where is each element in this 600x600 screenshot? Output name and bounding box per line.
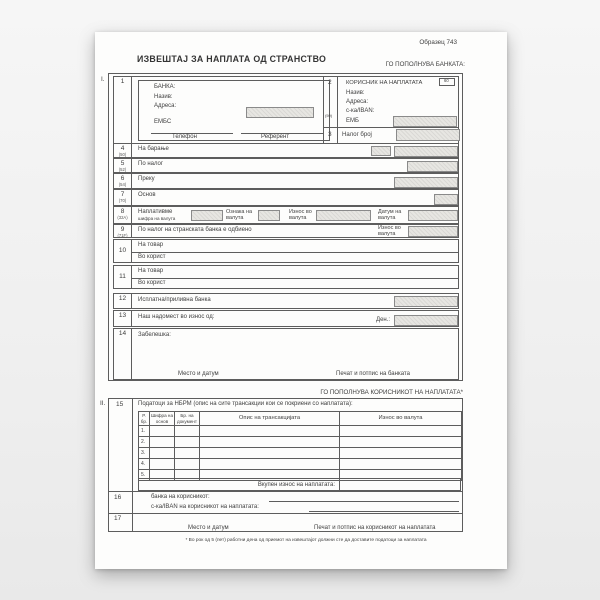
bank-embs-box (246, 107, 314, 118)
value-date-box (408, 210, 458, 221)
row-4 (113, 143, 459, 158)
row14-number: 14 (118, 330, 127, 337)
beneficiary-section-box (108, 398, 463, 532)
referent-label: Референт (261, 134, 290, 140)
on-request-label: На барање (138, 146, 169, 152)
beneficiary-bank-line (269, 501, 459, 502)
beneficiary-iban-label2: с-ка/IBAN на корисникот на наплатата: (151, 504, 259, 510)
row8-number: 8 (120, 208, 125, 215)
foreign-bank-deduction-label: По налог на странската банка е одбиено (138, 227, 252, 233)
our-fee-box (394, 315, 458, 326)
beneficiary-title-label: КОРИСНИК НА НАПЛАТАТА (346, 80, 423, 86)
phone-label: Телефон (172, 134, 197, 140)
amount-currency-box (316, 210, 371, 221)
row5-number: 5 (120, 160, 125, 167)
row6-swift-code: (54) (118, 182, 127, 187)
amount-currency-label: Износ во валута (289, 209, 312, 222)
corner-code: 60 (444, 78, 449, 83)
row3-number: 3 (328, 131, 332, 138)
form-number-stamp: Образец 743 (419, 39, 457, 46)
row-5 (113, 158, 459, 173)
footnote: * Во рок од 5 (пет) работни дена од приемот на извештајот должни сте да доставите податоци за наплатата (185, 538, 427, 543)
row-no-cell: 2. (139, 437, 150, 448)
bank-place-date-label: Место и датум (178, 371, 219, 377)
section-two-margin: II. (100, 400, 106, 407)
bank-embs-label: ЕМБС (154, 119, 172, 125)
row10-number: 10 (118, 247, 127, 254)
row14-number-cell (114, 329, 132, 379)
right-code-column (323, 77, 338, 143)
row17-separator (109, 513, 462, 514)
row8-number-cell (114, 207, 132, 223)
row1-number-cell (114, 77, 132, 143)
row4-number-cell (114, 144, 132, 157)
corner-code-box (439, 78, 455, 86)
via-label: Преку (138, 176, 155, 182)
row9-number-cell (114, 225, 132, 237)
currency-code-sublabel: шифра на валута (138, 216, 176, 221)
row17-number: 17 (114, 515, 122, 522)
beneficiary-place-date-label: Место и датум (188, 525, 229, 531)
paying-bank-label: Исплатна/приливна банка (138, 297, 211, 303)
basis-label: Основ (138, 192, 156, 198)
nbrm-data-label: Податоци за НБРМ (опис на сите трансакции кои се покриени со наплатата): (138, 401, 353, 407)
row3-separator (323, 127, 458, 128)
order-number-box (396, 129, 460, 141)
col-header-basis-code: Шифра на основ (150, 413, 174, 424)
bank-section-note: ГО ПОПОЛНУВА БАНКАТА: (385, 61, 465, 68)
beneficiary-emb-box (393, 116, 457, 127)
row8-swift-code: (32A) (117, 215, 128, 220)
row-13 (113, 310, 459, 327)
basis-box (434, 194, 458, 205)
row-11 (113, 265, 459, 289)
row-9 (113, 224, 459, 238)
row-no-cell: 4. (139, 459, 150, 470)
row2-number: 2 (328, 79, 332, 86)
our-fee-label: Наш надомест во износ од: (138, 314, 215, 320)
row11-debit-label: На товар (138, 268, 164, 274)
total-amount-label: Вкупен износ на наплатата: (257, 482, 335, 488)
beneficiary-iban-label: с-ка/IBAN: (346, 108, 375, 114)
beneficiary-emb-label: ЕМБ (346, 118, 359, 124)
row11-number: 11 (119, 273, 126, 280)
beneficiary-name-label: Назив: (346, 90, 365, 96)
deduction-amount-box (408, 226, 458, 237)
col-header-description: Опис на трансакцијата (200, 412, 340, 426)
row16-separator (109, 491, 462, 492)
bank-section-box (108, 73, 463, 381)
nbrm-transactions-table (138, 411, 462, 481)
table-row (139, 426, 462, 437)
row12-number-cell (114, 294, 132, 308)
bank-name-label: Назив: (154, 94, 173, 100)
row-8 (113, 206, 459, 224)
deduction-amount-label: Износ во валута (378, 225, 401, 238)
order-number-label: Налог број (342, 132, 372, 138)
currency-mark-box (258, 210, 280, 221)
row15-number: 15 (116, 401, 124, 408)
row7-number: 7 (120, 191, 125, 198)
row4-number: 4 (120, 145, 125, 152)
region-1-2-3 (113, 76, 459, 144)
row6-number: 6 (120, 175, 125, 182)
denar-label: Ден.: (376, 317, 391, 323)
bank-stamp-signature-label: Печат и потпис на банката (336, 371, 410, 377)
table-row (139, 459, 462, 470)
value-date-label: Датум на валута (378, 209, 402, 222)
on-request-small-box (371, 146, 391, 156)
row16-number: 16 (114, 494, 122, 501)
bank-box (138, 80, 333, 141)
row1-number: 1 (120, 78, 125, 85)
bank-address-label: Адреса: (154, 103, 177, 109)
beneficiary-section-note: ГО ПОПОЛНУВА КОРИСНИКОТ НА НАПЛАТАТА* (320, 389, 463, 396)
row-no-cell: 5. (139, 470, 150, 481)
number-column-line (132, 399, 133, 531)
table-row (139, 437, 462, 448)
row5-swift-code: (52) (118, 167, 127, 172)
total-divider (339, 479, 340, 490)
row10-number-cell (114, 240, 132, 262)
collected-label: Наплативме (138, 209, 173, 215)
row2-swift-code: (59) (325, 113, 333, 118)
col-header-row-no: Р. бр. (139, 412, 150, 426)
row-12 (113, 293, 459, 309)
beneficiary-box (338, 77, 458, 127)
row9-number: 9 (120, 226, 125, 233)
via-box (394, 177, 458, 188)
row-14 (113, 328, 459, 380)
row6-number-cell (114, 174, 132, 188)
beneficiary-bank-label: банка на корисникот: (151, 494, 210, 500)
page-title: ИЗВЕШТАЈ ЗА НАПЛАТА ОД СТРАНСТВО (137, 54, 327, 64)
beneficiary-iban-line (309, 511, 459, 512)
by-order-label: По налог (138, 161, 164, 167)
row11-midline (132, 278, 458, 279)
row-6 (113, 173, 459, 189)
row11-credit-label: Во корист (138, 280, 166, 286)
row4-swift-code: (50) (118, 152, 127, 157)
row7-number-cell (114, 190, 132, 205)
row10-debit-label: На товар (138, 242, 164, 248)
row10-midline (132, 252, 458, 253)
col-header-doc-no: Бр. на документ (175, 412, 200, 426)
form-sheet (95, 32, 507, 569)
bank-title-label: БАНКА: (154, 84, 176, 90)
row13-number-cell (114, 311, 132, 326)
by-order-box (407, 161, 458, 172)
row-10 (113, 239, 459, 263)
row-no-cell: 3. (139, 448, 150, 459)
row5-number-cell (114, 159, 132, 172)
row13-number: 13 (118, 312, 127, 319)
row10-credit-label: Во корист (138, 254, 166, 260)
paying-bank-box (394, 296, 458, 307)
beneficiary-stamp-signature-label: Печат и потпис на корисникот на наплатата (314, 525, 436, 531)
row9-swift-code: (71F) (117, 233, 128, 238)
row-7 (113, 189, 459, 206)
row12-number: 12 (118, 295, 127, 302)
total-row (138, 478, 461, 491)
section-one-margin: I. (101, 76, 105, 83)
row-no-cell: 1. (139, 426, 150, 437)
row7-swift-code: (70) (118, 198, 127, 203)
table-row (139, 448, 462, 459)
remark-label: Забелешка: (138, 332, 171, 338)
col-header-amount: Износ во валута (340, 412, 462, 426)
currency-mark-label: Ознака на валута (226, 209, 253, 222)
row11-number-cell (114, 266, 132, 288)
collected-code-box (191, 210, 223, 221)
beneficiary-address-label: Адреса: (346, 99, 369, 105)
on-request-box (394, 146, 458, 157)
